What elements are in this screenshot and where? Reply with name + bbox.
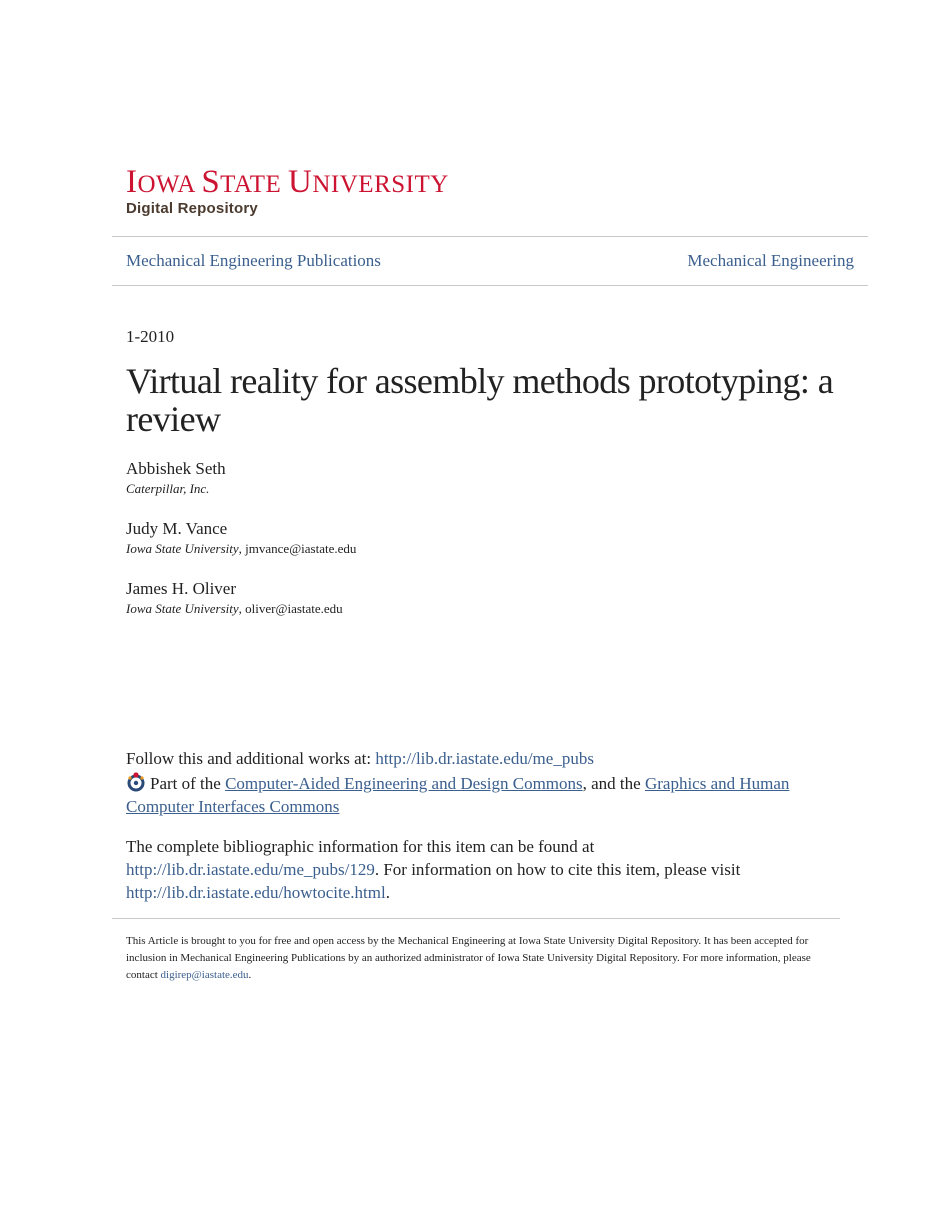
author-affiliation: Iowa State University, jmvance@iastate.edu	[126, 541, 357, 556]
part-of-line: Part of the Computer-Aided Engineering and Design Commons, and the Graphics and Human Computer Interfaces Commons	[126, 774, 790, 816]
author-block	[126, 458, 226, 498]
author-affiliation: Iowa State University, oliver@iastate.edu	[126, 601, 343, 616]
logo-repository-name: Digital Repository	[126, 200, 258, 217]
author-block	[126, 518, 356, 558]
author-name: Judy M. Vance	[126, 519, 228, 538]
commons-link-hci[interactable]: Graphics and Human Computer Interfaces Commons	[126, 774, 790, 816]
nav-department-link[interactable]: Mechanical Engineering	[687, 251, 854, 270]
follow-line: Follow this and additional works at: http://lib.dr.iastate.edu/me_pubs	[126, 749, 594, 768]
follow-url-link[interactable]: http://lib.dr.iastate.edu/me_pubs	[375, 749, 594, 768]
author-name: Abbishek Seth	[126, 459, 226, 478]
logo-university-name: IOWA STATE UNIVERSITY	[126, 164, 449, 200]
author-name: James H. Oliver	[126, 579, 237, 598]
commons-link-cad[interactable]: Computer-Aided Engineering and Design Commons	[225, 774, 583, 793]
access-notice: This Article is brought to you for free and open access by the Mechanical Engineering at Iowa State University Digital Repository. It has been accepted for inclusion in Mechanical Engineering Publications by an authorized administrator of Iowa State University Digital Repository. For more information, please contact digirep@iastate.edu.	[126, 935, 811, 981]
footer-divider	[112, 918, 840, 919]
author-affiliation: Caterpillar, Inc.	[126, 481, 210, 496]
bibliographic-info: The complete bibliographic information for this item can be found at http://lib.dr.iastate.edu/me_pubs/129. For information on how to cite this item, please visit http://lib.dr.iastate.edu/howtocite.html.	[126, 837, 741, 902]
how-to-cite-link[interactable]: http://lib.dr.iastate.edu/howtocite.html	[126, 883, 386, 902]
nav-publications-link[interactable]: Mechanical Engineering Publications	[126, 251, 381, 270]
article-title: Virtual reality for assembly methods prototyping: a review	[126, 361, 834, 439]
author-block	[126, 578, 343, 618]
breadcrumb-nav	[112, 236, 868, 286]
network-commons-icon	[126, 772, 146, 792]
publication-date: 1-2010	[126, 327, 175, 346]
item-url-link[interactable]: http://lib.dr.iastate.edu/me_pubs/129	[126, 860, 375, 879]
contact-email-link[interactable]: digirep@iastate.edu	[160, 969, 249, 981]
university-logo	[126, 165, 449, 217]
